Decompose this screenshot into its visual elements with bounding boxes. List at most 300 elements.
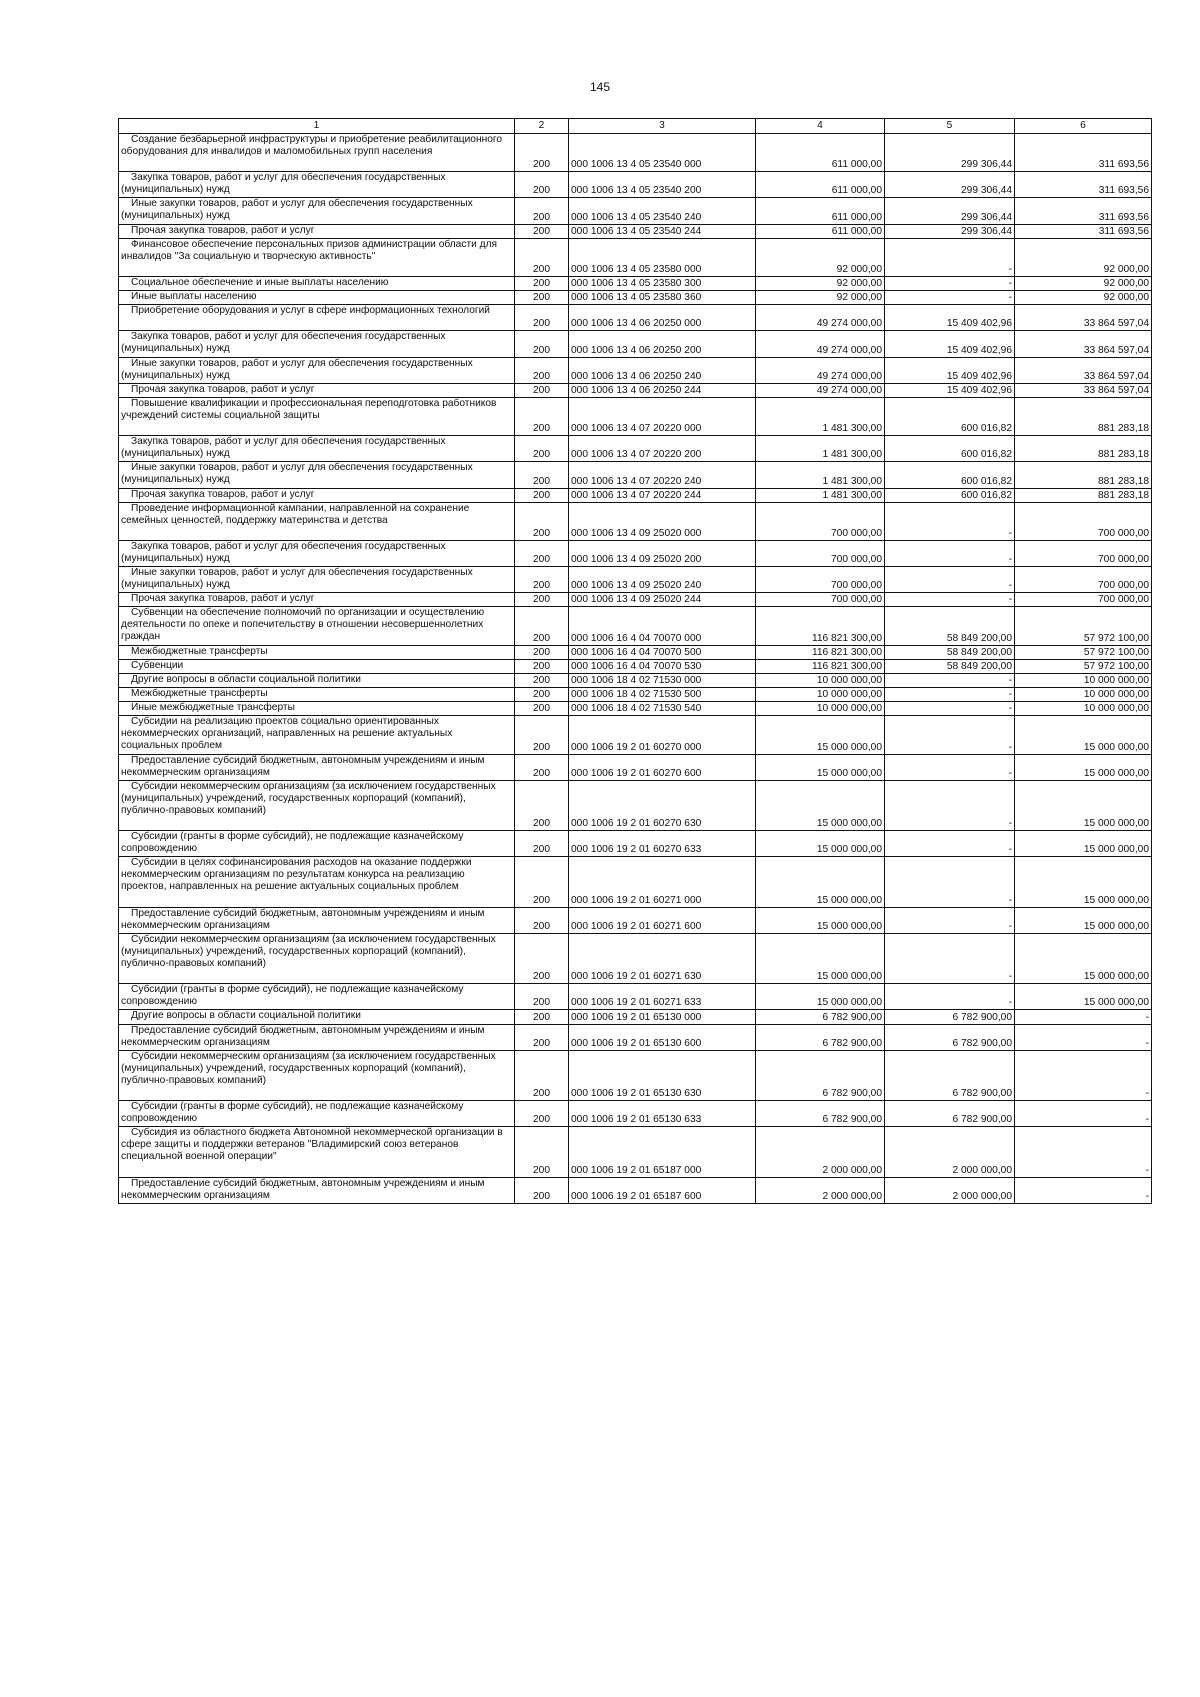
- row-value-col6: 15 000 000,00: [1015, 780, 1152, 830]
- row-value-col5: -: [885, 780, 1015, 830]
- row-value-col6: 15 000 000,00: [1015, 831, 1152, 857]
- row-value-col5: 600 016,82: [885, 462, 1015, 488]
- row-budget-code: 000 1006 19 2 01 65130 633: [569, 1101, 756, 1127]
- row-name-text: Предоставление субсидий бюджетным, автономным учреждениям и иным некоммерческим организациям: [121, 1177, 485, 1201]
- row-name-text: Другие вопросы в области социальной политики: [131, 1010, 361, 1022]
- row-value-col5: -: [885, 277, 1015, 291]
- row-name: [119, 488, 515, 502]
- table-row: [119, 1177, 1152, 1203]
- row-name: [119, 857, 515, 907]
- row-name-text: Субсидии некоммерческим организациям (за исключением государственных (муниципальных) учреждений, государственных корпораций (компаний), публично-правовых компаний): [121, 933, 496, 969]
- row-budget-code: 000 1006 13 4 09 25020 000: [569, 502, 756, 540]
- table-row: [119, 305, 1152, 331]
- row-name-text: Субсидии (гранты в форме субсидий), не подлежащие казначейскому сопровождению: [121, 831, 464, 855]
- row-code: 200: [515, 331, 569, 357]
- row-value-col4: 15 000 000,00: [756, 933, 885, 983]
- table-row: [119, 1010, 1152, 1024]
- row-name-text: Закупка товаров, работ и услуг для обеспечения государственных (муниципальных) нужд: [121, 172, 446, 196]
- row-name-text: Субвенции на обеспечение полномочий по организации и осуществлению деятельности по опеке и попечительству в отношении несовершеннолетних граждан: [121, 607, 485, 643]
- table-row: [119, 540, 1152, 566]
- row-value-col5: -: [885, 540, 1015, 566]
- row-value-col6: 15 000 000,00: [1015, 857, 1152, 907]
- row-value-col4: 92 000,00: [756, 291, 885, 305]
- row-name: [119, 383, 515, 397]
- budget-table: [118, 118, 1152, 1204]
- row-name: [119, 277, 515, 291]
- row-value-col6: 57 972 100,00: [1015, 645, 1152, 659]
- row-budget-code: 000 1006 13 4 06 20250 000: [569, 305, 756, 331]
- row-code: 200: [515, 1127, 569, 1177]
- column-header-4: 4: [756, 119, 885, 134]
- row-name-text: Субсидии (гранты в форме субсидий), не подлежащие казначейскому сопровождению: [121, 1101, 464, 1125]
- row-code: 200: [515, 502, 569, 540]
- row-value-col6: 33 864 597,04: [1015, 357, 1152, 383]
- row-name-text: Субвенции: [131, 659, 184, 671]
- row-value-col4: 15 000 000,00: [756, 831, 885, 857]
- row-code: 200: [515, 907, 569, 933]
- row-code: 200: [515, 383, 569, 397]
- row-name-text: Другие вопросы в области социальной политики: [131, 673, 361, 685]
- row-value-col4: 611 000,00: [756, 224, 885, 238]
- row-value-col6: 15 000 000,00: [1015, 907, 1152, 933]
- row-name: [119, 397, 515, 435]
- row-value-col6: -: [1015, 1050, 1152, 1100]
- row-code: 200: [515, 224, 569, 238]
- row-name: [119, 754, 515, 780]
- table-row: [119, 277, 1152, 291]
- row-value-col6: 311 693,56: [1015, 172, 1152, 198]
- row-name-text: Субсидия из областного бюджета Автономной некоммерческой организации в сфере защиты и поддержки ветеранов "Владимирский союз ветеранов специальной военной операции": [121, 1127, 503, 1163]
- row-value-col4: 700 000,00: [756, 502, 885, 540]
- table-row: [119, 607, 1152, 645]
- row-value-col6: 10 000 000,00: [1015, 702, 1152, 716]
- table-row: [119, 383, 1152, 397]
- table-row: [119, 224, 1152, 238]
- row-name: [119, 134, 515, 172]
- row-value-col4: 2 000 000,00: [756, 1177, 885, 1203]
- table-row: [119, 488, 1152, 502]
- row-name-text: Закупка товаров, работ и услуг для обеспечения государственных (муниципальных) нужд: [121, 436, 446, 460]
- row-name-text: Предоставление субсидий бюджетным, автономным учреждениям и иным некоммерческим организациям: [121, 754, 485, 778]
- row-value-col5: -: [885, 907, 1015, 933]
- row-value-col5: -: [885, 291, 1015, 305]
- row-budget-code: 000 1006 13 4 07 20220 240: [569, 462, 756, 488]
- row-budget-code: 000 1006 19 2 01 60270 633: [569, 831, 756, 857]
- row-name-text: Предоставление субсидий бюджетным, автономным учреждениям и иным некоммерческим организациям: [121, 1024, 485, 1048]
- row-code: 200: [515, 754, 569, 780]
- row-code: 200: [515, 659, 569, 673]
- row-value-col6: 700 000,00: [1015, 540, 1152, 566]
- table-row: [119, 907, 1152, 933]
- row-budget-code: 000 1006 18 4 02 71530 500: [569, 688, 756, 702]
- table-row: [119, 1024, 1152, 1050]
- row-budget-code: 000 1006 13 4 09 25020 240: [569, 567, 756, 593]
- row-value-col4: 611 000,00: [756, 134, 885, 172]
- row-name: [119, 291, 515, 305]
- row-value-col5: -: [885, 688, 1015, 702]
- row-value-col6: 311 693,56: [1015, 198, 1152, 224]
- row-value-col6: 311 693,56: [1015, 134, 1152, 172]
- row-name-text: Прочая закупка товаров, работ и услуг: [131, 488, 315, 500]
- table-row: [119, 593, 1152, 607]
- row-value-col5: 15 409 402,96: [885, 331, 1015, 357]
- row-budget-code: 000 1006 18 4 02 71530 000: [569, 673, 756, 687]
- row-code: 200: [515, 857, 569, 907]
- table-row: [119, 857, 1152, 907]
- row-value-col5: -: [885, 502, 1015, 540]
- row-value-col4: 15 000 000,00: [756, 716, 885, 754]
- row-name: [119, 780, 515, 830]
- row-value-col5: 15 409 402,96: [885, 383, 1015, 397]
- row-value-col4: 15 000 000,00: [756, 984, 885, 1010]
- row-code: 200: [515, 1010, 569, 1024]
- row-name: [119, 933, 515, 983]
- row-name: [119, 305, 515, 331]
- row-name-text: Приобретение оборудования и услуг в сфере информационных технологий: [131, 305, 491, 317]
- row-name: [119, 1050, 515, 1100]
- row-name-text: Иные закупки товаров, работ и услуг для обеспечения государственных (муниципальных) нужд: [121, 357, 473, 381]
- row-value-col5: 6 782 900,00: [885, 1050, 1015, 1100]
- row-budget-code: 000 1006 13 4 06 20250 240: [569, 357, 756, 383]
- row-name-text: Субсидии на реализацию проектов социально ориентированных некоммерческих организаций, направленных на решение актуальных социальных проблем: [121, 716, 453, 752]
- row-code: 200: [515, 645, 569, 659]
- row-value-col4: 49 274 000,00: [756, 331, 885, 357]
- table-row: [119, 933, 1152, 983]
- row-value-col4: 700 000,00: [756, 540, 885, 566]
- row-value-col5: -: [885, 702, 1015, 716]
- row-budget-code: 000 1006 13 4 09 25020 200: [569, 540, 756, 566]
- row-value-col5: -: [885, 857, 1015, 907]
- row-code: 200: [515, 567, 569, 593]
- row-name: [119, 607, 515, 645]
- row-budget-code: 000 1006 13 4 06 20250 244: [569, 383, 756, 397]
- row-code: 200: [515, 540, 569, 566]
- row-name-text: Закупка товаров, работ и услуг для обеспечения государственных (муниципальных) нужд: [121, 331, 446, 355]
- row-value-col6: 881 283,18: [1015, 488, 1152, 502]
- table-row: [119, 291, 1152, 305]
- row-value-col5: -: [885, 673, 1015, 687]
- row-code: 200: [515, 984, 569, 1010]
- row-code: 200: [515, 198, 569, 224]
- row-name-text: Межбюджетные трансферты: [131, 645, 268, 657]
- table-row: [119, 780, 1152, 830]
- row-name-text: Субсидии некоммерческим организациям (за исключением государственных (муниципальных) учреждений, государственных корпораций (компаний), публично-правовых компаний): [121, 1050, 496, 1086]
- table-row: [119, 716, 1152, 754]
- row-code: 200: [515, 1050, 569, 1100]
- row-name: [119, 1010, 515, 1024]
- row-value-col5: 2 000 000,00: [885, 1127, 1015, 1177]
- row-name: [119, 238, 515, 276]
- row-code: 200: [515, 462, 569, 488]
- row-value-col6: -: [1015, 1101, 1152, 1127]
- table-row: [119, 1101, 1152, 1127]
- row-value-col5: 6 782 900,00: [885, 1101, 1015, 1127]
- row-name: [119, 224, 515, 238]
- row-value-col6: 881 283,18: [1015, 436, 1152, 462]
- row-name-text: Иные закупки товаров, работ и услуг для обеспечения государственных (муниципальных) нужд: [121, 462, 473, 486]
- row-value-col4: 116 821 300,00: [756, 607, 885, 645]
- row-value-col6: 15 000 000,00: [1015, 984, 1152, 1010]
- row-value-col4: 92 000,00: [756, 277, 885, 291]
- table-row: [119, 673, 1152, 687]
- row-value-col4: 1 481 300,00: [756, 488, 885, 502]
- column-header-5: 5: [885, 119, 1015, 134]
- row-name: [119, 907, 515, 933]
- table-row: [119, 702, 1152, 716]
- table-row: [119, 659, 1152, 673]
- table-row: [119, 397, 1152, 435]
- table-row: [119, 198, 1152, 224]
- row-name: [119, 1101, 515, 1127]
- row-value-col5: 58 849 200,00: [885, 659, 1015, 673]
- row-name: [119, 462, 515, 488]
- row-budget-code: 000 1006 13 4 05 23540 244: [569, 224, 756, 238]
- row-value-col4: 116 821 300,00: [756, 645, 885, 659]
- column-header-6: 6: [1015, 119, 1152, 134]
- column-header-2: 2: [515, 119, 569, 134]
- row-value-col5: 600 016,82: [885, 436, 1015, 462]
- row-value-col4: 6 782 900,00: [756, 1101, 885, 1127]
- row-value-col4: 1 481 300,00: [756, 462, 885, 488]
- table-row: [119, 357, 1152, 383]
- table-row: [119, 134, 1152, 172]
- row-name: [119, 831, 515, 857]
- row-name: [119, 1024, 515, 1050]
- row-code: 200: [515, 397, 569, 435]
- row-value-col6: 881 283,18: [1015, 397, 1152, 435]
- row-name: [119, 436, 515, 462]
- row-value-col5: 15 409 402,96: [885, 305, 1015, 331]
- row-budget-code: 000 1006 19 2 01 60270 000: [569, 716, 756, 754]
- row-value-col4: 116 821 300,00: [756, 659, 885, 673]
- row-budget-code: 000 1006 16 4 04 70070 500: [569, 645, 756, 659]
- table-row: [119, 645, 1152, 659]
- table-row: [119, 238, 1152, 276]
- row-name-text: Предоставление субсидий бюджетным, автономным учреждениям и иным некоммерческим организациям: [121, 907, 485, 931]
- row-value-col5: 600 016,82: [885, 397, 1015, 435]
- row-value-col6: -: [1015, 1127, 1152, 1177]
- row-value-col6: -: [1015, 1010, 1152, 1024]
- row-name: [119, 172, 515, 198]
- row-value-col6: 33 864 597,04: [1015, 383, 1152, 397]
- row-name-text: Создание безбарьерной инфраструктуры и приобретение реабилитационного оборудования для инвалидов и маломобильных групп населения: [121, 134, 503, 157]
- table-row: [119, 1127, 1152, 1177]
- row-budget-code: 000 1006 19 2 01 65130 600: [569, 1024, 756, 1050]
- row-name-text: Иные межбюджетные трансферты: [131, 702, 295, 714]
- row-value-col6: 57 972 100,00: [1015, 659, 1152, 673]
- row-budget-code: 000 1006 19 2 01 60271 600: [569, 907, 756, 933]
- row-name-text: Финансовое обеспечение персональных призов администрации области для инвалидов "За социальную и творческую активность": [121, 238, 498, 262]
- row-budget-code: 000 1006 13 4 05 23580 300: [569, 277, 756, 291]
- row-budget-code: 000 1006 13 4 09 25020 244: [569, 593, 756, 607]
- row-value-col4: 92 000,00: [756, 238, 885, 276]
- table-header: [119, 119, 1152, 134]
- row-code: 200: [515, 238, 569, 276]
- row-code: 200: [515, 277, 569, 291]
- row-code: 200: [515, 357, 569, 383]
- row-value-col6: -: [1015, 1024, 1152, 1050]
- row-budget-code: 000 1006 19 2 01 60271 000: [569, 857, 756, 907]
- row-name-text: Повышение квалификации и профессиональная переподготовка работников учреждений системы социальной защиты: [121, 397, 497, 421]
- row-value-col6: -: [1015, 1177, 1152, 1203]
- row-budget-code: 000 1006 19 2 01 65130 630: [569, 1050, 756, 1100]
- row-name-text: Прочая закупка товаров, работ и услуг: [131, 593, 315, 605]
- row-name-text: Субсидии некоммерческим организациям (за исключением государственных (муниципальных) учреждений, государственных корпораций (компаний), публично-правовых компаний): [121, 780, 496, 816]
- table-row: [119, 831, 1152, 857]
- row-value-col6: 92 000,00: [1015, 238, 1152, 276]
- row-value-col4: 15 000 000,00: [756, 857, 885, 907]
- row-name-text: Закупка товаров, работ и услуг для обеспечения государственных (муниципальных) нужд: [121, 540, 446, 564]
- row-name: [119, 659, 515, 673]
- row-code: 200: [515, 831, 569, 857]
- row-code: 200: [515, 1024, 569, 1050]
- row-name-text: Субсидии в целях софинансирования расходов на оказание поддержки некоммерческим организациям по результатам конкурса на реализацию проектов, направленных на решение актуальных социальных проблем: [121, 857, 472, 893]
- table-row: [119, 688, 1152, 702]
- row-code: 200: [515, 933, 569, 983]
- row-code: 200: [515, 716, 569, 754]
- page-number: 145: [589, 80, 611, 94]
- table-row: [119, 436, 1152, 462]
- row-value-col5: 299 306,44: [885, 224, 1015, 238]
- table-row: [119, 1050, 1152, 1100]
- row-name: [119, 673, 515, 687]
- row-value-col6: 57 972 100,00: [1015, 607, 1152, 645]
- row-name: [119, 357, 515, 383]
- row-code: 200: [515, 1101, 569, 1127]
- row-budget-code: 000 1006 19 2 01 60271 633: [569, 984, 756, 1010]
- row-budget-code: 000 1006 19 2 01 60270 600: [569, 754, 756, 780]
- row-code: 200: [515, 172, 569, 198]
- row-value-col5: 58 849 200,00: [885, 645, 1015, 659]
- table-row: [119, 754, 1152, 780]
- row-value-col4: 700 000,00: [756, 567, 885, 593]
- row-code: 200: [515, 436, 569, 462]
- row-code: 200: [515, 291, 569, 305]
- row-value-col5: 299 306,44: [885, 134, 1015, 172]
- row-name: [119, 1127, 515, 1177]
- row-budget-code: 000 1006 13 4 05 23540 200: [569, 172, 756, 198]
- row-budget-code: 000 1006 13 4 05 23540 240: [569, 198, 756, 224]
- row-budget-code: 000 1006 18 4 02 71530 540: [569, 702, 756, 716]
- row-budget-code: 000 1006 19 2 01 65130 000: [569, 1010, 756, 1024]
- row-value-col4: 6 782 900,00: [756, 1050, 885, 1100]
- header-row: [119, 119, 1152, 134]
- row-budget-code: 000 1006 19 2 01 60271 630: [569, 933, 756, 983]
- row-code: 200: [515, 607, 569, 645]
- row-value-col6: 10 000 000,00: [1015, 673, 1152, 687]
- row-name: [119, 716, 515, 754]
- row-budget-code: 000 1006 13 4 07 20220 244: [569, 488, 756, 502]
- row-budget-code: 000 1006 13 4 05 23580 000: [569, 238, 756, 276]
- row-name: [119, 702, 515, 716]
- row-name-text: Социальное обеспечение и иные выплаты населению: [131, 277, 389, 289]
- row-code: 200: [515, 688, 569, 702]
- row-budget-code: 000 1006 19 2 01 65187 600: [569, 1177, 756, 1203]
- row-code: 200: [515, 488, 569, 502]
- row-budget-code: 000 1006 13 4 05 23580 360: [569, 291, 756, 305]
- row-value-col6: 700 000,00: [1015, 502, 1152, 540]
- row-name: [119, 540, 515, 566]
- row-value-col6: 15 000 000,00: [1015, 754, 1152, 780]
- row-code: 200: [515, 1177, 569, 1203]
- table-row: [119, 567, 1152, 593]
- row-value-col5: 6 782 900,00: [885, 1010, 1015, 1024]
- row-name-text: Прочая закупка товаров, работ и услуг: [131, 224, 315, 236]
- row-budget-code: 000 1006 19 2 01 60270 630: [569, 780, 756, 830]
- row-value-col4: 49 274 000,00: [756, 357, 885, 383]
- row-value-col5: 15 409 402,96: [885, 357, 1015, 383]
- row-value-col4: 6 782 900,00: [756, 1010, 885, 1024]
- row-value-col6: 311 693,56: [1015, 224, 1152, 238]
- row-code: 200: [515, 702, 569, 716]
- row-value-col6: 15 000 000,00: [1015, 933, 1152, 983]
- table-row: [119, 462, 1152, 488]
- row-budget-code: 000 1006 13 4 05 23540 000: [569, 134, 756, 172]
- row-code: 200: [515, 305, 569, 331]
- table-row: [119, 331, 1152, 357]
- row-budget-code: 000 1006 13 4 07 20220 200: [569, 436, 756, 462]
- row-value-col4: 1 481 300,00: [756, 436, 885, 462]
- row-value-col5: 299 306,44: [885, 198, 1015, 224]
- row-value-col4: 1 481 300,00: [756, 397, 885, 435]
- row-value-col6: 92 000,00: [1015, 277, 1152, 291]
- row-name-text: Субсидии (гранты в форме субсидий), не подлежащие казначейскому сопровождению: [121, 984, 464, 1008]
- row-name: [119, 593, 515, 607]
- row-value-col4: 2 000 000,00: [756, 1127, 885, 1177]
- row-value-col6: 92 000,00: [1015, 291, 1152, 305]
- row-name-text: Иные закупки товаров, работ и услуг для обеспечения государственных (муниципальных) нужд: [121, 198, 473, 222]
- row-value-col4: 15 000 000,00: [756, 907, 885, 933]
- table-row: [119, 502, 1152, 540]
- row-value-col5: 6 782 900,00: [885, 1024, 1015, 1050]
- row-value-col6: 15 000 000,00: [1015, 716, 1152, 754]
- row-name: [119, 331, 515, 357]
- row-name: [119, 567, 515, 593]
- row-value-col5: -: [885, 593, 1015, 607]
- row-value-col4: 10 000 000,00: [756, 702, 885, 716]
- row-name-text: Межбюджетные трансферты: [131, 688, 268, 700]
- row-value-col5: -: [885, 716, 1015, 754]
- row-value-col6: 33 864 597,04: [1015, 331, 1152, 357]
- row-value-col4: 611 000,00: [756, 198, 885, 224]
- row-value-col5: -: [885, 238, 1015, 276]
- row-value-col5: -: [885, 567, 1015, 593]
- row-value-col4: 700 000,00: [756, 593, 885, 607]
- row-budget-code: 000 1006 19 2 01 65187 000: [569, 1127, 756, 1177]
- row-value-col5: 299 306,44: [885, 172, 1015, 198]
- row-name: [119, 1177, 515, 1203]
- row-budget-code: 000 1006 13 4 06 20250 200: [569, 331, 756, 357]
- row-name-text: Иные закупки товаров, работ и услуг для обеспечения государственных (муниципальных) нужд: [121, 567, 473, 591]
- row-value-col5: -: [885, 984, 1015, 1010]
- row-name: [119, 688, 515, 702]
- table-row: [119, 172, 1152, 198]
- row-value-col4: 10 000 000,00: [756, 688, 885, 702]
- row-value-col4: 15 000 000,00: [756, 754, 885, 780]
- column-header-3: 3: [569, 119, 756, 134]
- row-name: [119, 645, 515, 659]
- row-name: [119, 198, 515, 224]
- row-budget-code: 000 1006 13 4 07 20220 000: [569, 397, 756, 435]
- row-budget-code: 000 1006 16 4 04 70070 000: [569, 607, 756, 645]
- row-value-col6: 33 864 597,04: [1015, 305, 1152, 331]
- row-value-col5: 600 016,82: [885, 488, 1015, 502]
- row-value-col6: 700 000,00: [1015, 593, 1152, 607]
- row-value-col4: 10 000 000,00: [756, 673, 885, 687]
- row-budget-code: 000 1006 16 4 04 70070 530: [569, 659, 756, 673]
- row-value-col5: 58 849 200,00: [885, 607, 1015, 645]
- row-code: 200: [515, 780, 569, 830]
